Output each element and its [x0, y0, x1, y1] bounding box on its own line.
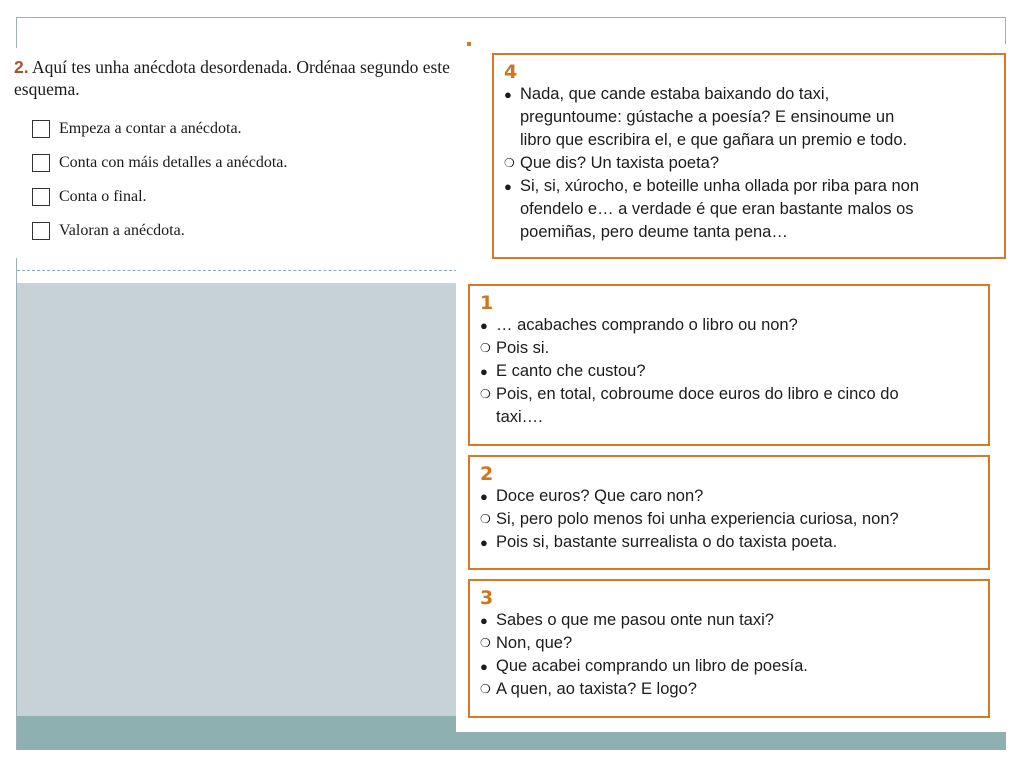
dialog-text: poemiñas, pero deume tanta pena… — [520, 223, 788, 241]
checkbox[interactable] — [32, 154, 50, 172]
open-bullet-icon — [504, 152, 520, 175]
dialog-card-4 — [492, 53, 1006, 259]
checkbox[interactable] — [32, 188, 50, 206]
checkbox[interactable] — [32, 120, 50, 138]
dialog-text: ofendelo e… a verdade é que eran bastante malos os — [520, 200, 914, 218]
dialog-text: E canto che custou? — [496, 362, 646, 380]
open-bullet-icon — [480, 678, 496, 701]
open-bullet-icon — [480, 632, 496, 655]
dialog-card-2 — [468, 455, 990, 570]
dialog-line — [504, 106, 994, 129]
exercise-title — [14, 56, 466, 100]
dialog-line — [504, 83, 994, 106]
scheme-list — [32, 112, 470, 248]
dialog-line — [504, 221, 994, 244]
dialog-text: libro que escribira el, e que gañara un premio e todo. — [520, 131, 908, 149]
dialog-line — [504, 198, 994, 221]
checkbox[interactable] — [32, 222, 50, 240]
filled-bullet-icon — [480, 609, 496, 632]
scheme-item — [32, 180, 470, 214]
filled-bullet-icon — [504, 83, 520, 106]
dialog-text: … acabaches comprando o libro ou non? — [496, 316, 798, 334]
dialog-text: Pois, en total, cobroume doce euros do libro e cinco do — [496, 385, 899, 403]
scheme-label: Empeza a contar a anécdota. — [59, 120, 242, 137]
scheme-item — [32, 214, 470, 248]
scheme-item — [32, 146, 470, 180]
filled-bullet-icon — [480, 531, 496, 554]
dialog-line — [480, 632, 978, 655]
dialog-line — [480, 531, 978, 554]
dialog-line — [504, 129, 994, 152]
dialog-line — [480, 383, 978, 406]
dialog-line — [504, 152, 994, 175]
card-number: 3 — [480, 587, 494, 609]
dialog-text: Si, pero polo menos foi unha experiencia curiosa, non? — [496, 510, 899, 528]
open-bullet-icon — [480, 508, 496, 531]
dialog-line — [480, 360, 978, 383]
dialog-text: Non, que? — [496, 634, 573, 652]
filled-bullet-icon — [480, 655, 496, 678]
card-number: 4 — [504, 61, 518, 83]
dialog-text: Sabes o que me pasou onte nun taxi? — [496, 611, 774, 629]
scheme-label: Valoran a anécdota. — [59, 222, 185, 239]
filled-bullet-icon — [480, 485, 496, 508]
dialog-text: Que acabei comprando un libro de poesía. — [496, 657, 808, 675]
filled-bullet-icon — [480, 360, 496, 383]
filled-bullet-icon — [504, 175, 520, 198]
dialog-text: Pois si. — [496, 339, 550, 357]
dialog-line — [480, 508, 978, 531]
open-bullet-icon — [480, 337, 496, 360]
dialog-line — [480, 655, 978, 678]
scheme-label: Conta con máis detalles a anécdota. — [59, 154, 288, 171]
divider — [17, 270, 457, 271]
dialog-text: Nada, que cande estaba baixando do taxi, — [520, 85, 830, 103]
dialog-text: preguntoume: gústache a poesía? E ensinoume un — [520, 108, 895, 126]
open-bullet-icon — [480, 383, 496, 406]
dialog-line — [480, 337, 978, 360]
dialog-text: Si, si, xúrocho, e boteille unha ollada por riba para non — [520, 177, 920, 195]
dialog-text: Pois si, bastante surrealista o do taxista poeta. — [496, 533, 838, 551]
dialog-line — [480, 678, 978, 701]
dialog-text: Que dis? Un taxista poeta? — [520, 154, 720, 172]
card-number: 2 — [480, 463, 494, 485]
dialog-text: Doce euros? Que caro non? — [496, 487, 704, 505]
scheme-label: Conta o final. — [59, 188, 147, 205]
dialog-text: A quen, ao taxista? E logo? — [496, 680, 697, 698]
dialog-text: taxi…. — [496, 408, 543, 426]
exercise-block — [0, 48, 470, 258]
dialog-card-3 — [468, 579, 990, 718]
filled-bullet-icon — [480, 314, 496, 337]
dialog-line — [480, 314, 978, 337]
dialog-card-1 — [468, 284, 990, 446]
dialog-line — [480, 406, 978, 429]
dialog-line — [480, 485, 978, 508]
exercise-number: 2. — [14, 57, 29, 77]
scheme-item — [32, 112, 470, 146]
dialog-line — [480, 609, 978, 632]
exercise-instruction: Aquí tes unha anécdota desordenada. Ordénaa segundo este esquema. — [14, 57, 450, 99]
dialog-line — [504, 175, 994, 198]
card-number: 1 — [480, 292, 494, 314]
corner-mark — [467, 42, 471, 46]
